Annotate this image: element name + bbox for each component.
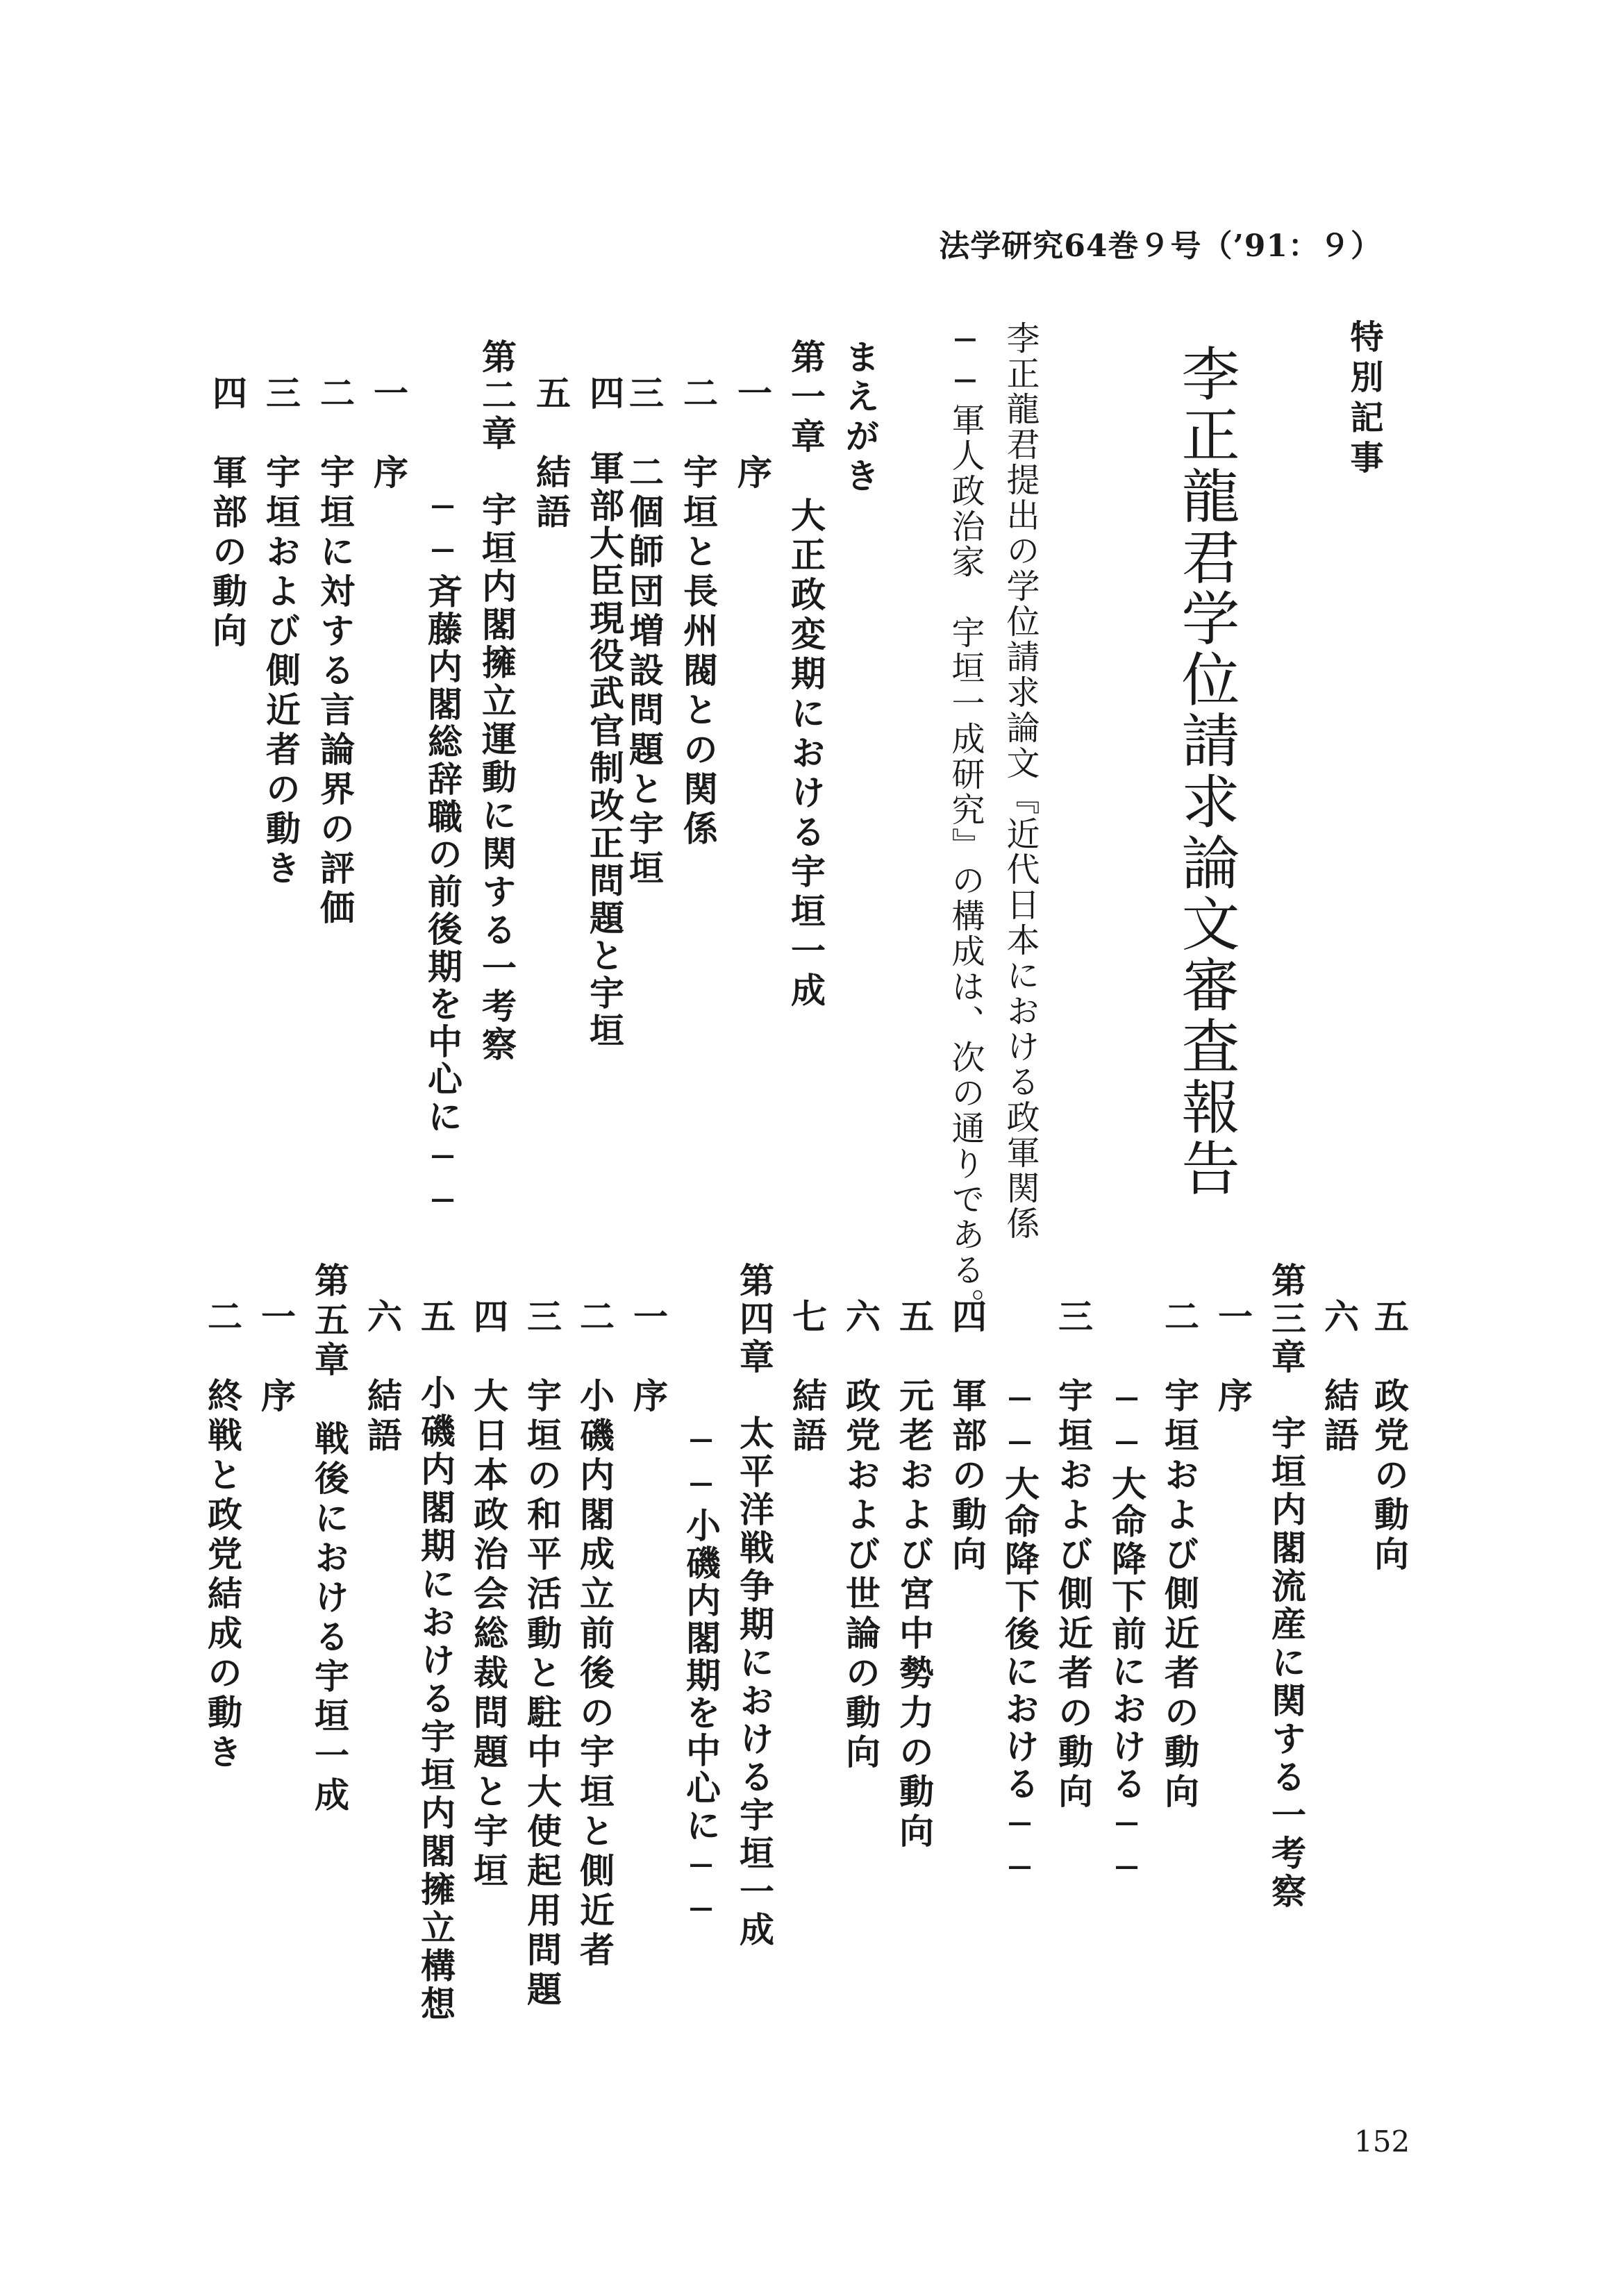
- toc-chapter-2: 第二章 宇垣内閣擁立運動に関する一考察: [476, 339, 517, 1064]
- toc-chapter-4: 第四章 太平洋戦争期における宇垣一成: [734, 1262, 775, 1950]
- toc-item: 二 宇垣と長州閥との関係: [678, 375, 719, 850]
- intro-line-2: ──軍人政治家 宇垣一成研究』の構成は、次の通りである。: [946, 321, 985, 1323]
- toc-item: 五 結語: [531, 375, 572, 533]
- section-label: 特別記事: [1344, 319, 1383, 480]
- journal-header: 法学研究64巻９号（’91：９）: [939, 228, 1382, 264]
- toc-preface: まえがき: [840, 339, 881, 497]
- toc-item: 三 宇垣および側近者の動向: [1053, 1298, 1094, 1813]
- toc-item: 五 元老および宮中勢力の動向: [894, 1298, 935, 1852]
- toc-item: 一 序: [1212, 1298, 1253, 1417]
- toc-item: 二 宇垣に対する言論界の評価: [315, 375, 356, 929]
- toc-item: 四 軍部の動向: [207, 375, 248, 652]
- toc-item: 七 結語: [787, 1298, 828, 1457]
- toc-item: 三 宇垣の和平活動と駐中大使起用問題: [522, 1298, 562, 2011]
- toc-chapter-5: 第五章 戦後における宇垣一成: [309, 1262, 350, 1816]
- toc-item: 六 結語: [1319, 1298, 1360, 1457]
- toc-subtitle: ──小磯内閣期を中心に──: [681, 1420, 722, 1932]
- toc-item: 一 序: [732, 375, 773, 494]
- page-number: 152: [1354, 2125, 1410, 2159]
- toc-item: 四 大日本政治会総裁問題と宇垣: [468, 1298, 509, 1892]
- toc-chapter-3: 第三章 宇垣内閣流産に関する一考察: [1266, 1262, 1307, 1911]
- intro-line-1: 李正龍君提出の学位請求論文『近代日本における政軍関係: [1001, 321, 1040, 1241]
- toc-item: 四 軍部の動向: [946, 1298, 987, 1575]
- toc-item: 三 宇垣および側近者の動き: [260, 375, 301, 889]
- toc-subtitle: ──大命降下前における──: [1106, 1378, 1147, 1891]
- toc-chapter-1: 第一章 大正政変期における宇垣一成: [785, 339, 826, 1012]
- toc-item: 一 序: [368, 375, 409, 494]
- toc-item: 二 小磯内閣成立前後の宇垣と側近者: [574, 1298, 615, 1971]
- toc-item: 五 政党の動向: [1369, 1298, 1410, 1575]
- toc-item: 四 軍部大臣現役武官制改正問題と宇垣: [584, 375, 625, 1050]
- toc-subtitle: ──大命降下後における──: [999, 1378, 1040, 1891]
- toc-item: 二 宇垣および側近者の動向: [1159, 1298, 1200, 1813]
- toc-item: 一 序: [256, 1298, 297, 1417]
- toc-subtitle: ──斉藤内閣総辞職の前後期を中心に──: [422, 486, 463, 1223]
- toc-item: 三 二個師団増設問題と宇垣: [624, 375, 665, 889]
- toc-item: 二 終戦と政党結成の動き: [202, 1298, 243, 1773]
- page-title: 李正龍君学位請求論文審査報告: [1172, 344, 1240, 1199]
- toc-item: 六 政党および世論の動向: [840, 1298, 881, 1773]
- toc-item: 五 小磯内閣期における宇垣内閣擁立構想: [415, 1298, 456, 2024]
- toc-item: 一 序: [628, 1298, 669, 1417]
- toc-item: 六 結語: [362, 1298, 403, 1457]
